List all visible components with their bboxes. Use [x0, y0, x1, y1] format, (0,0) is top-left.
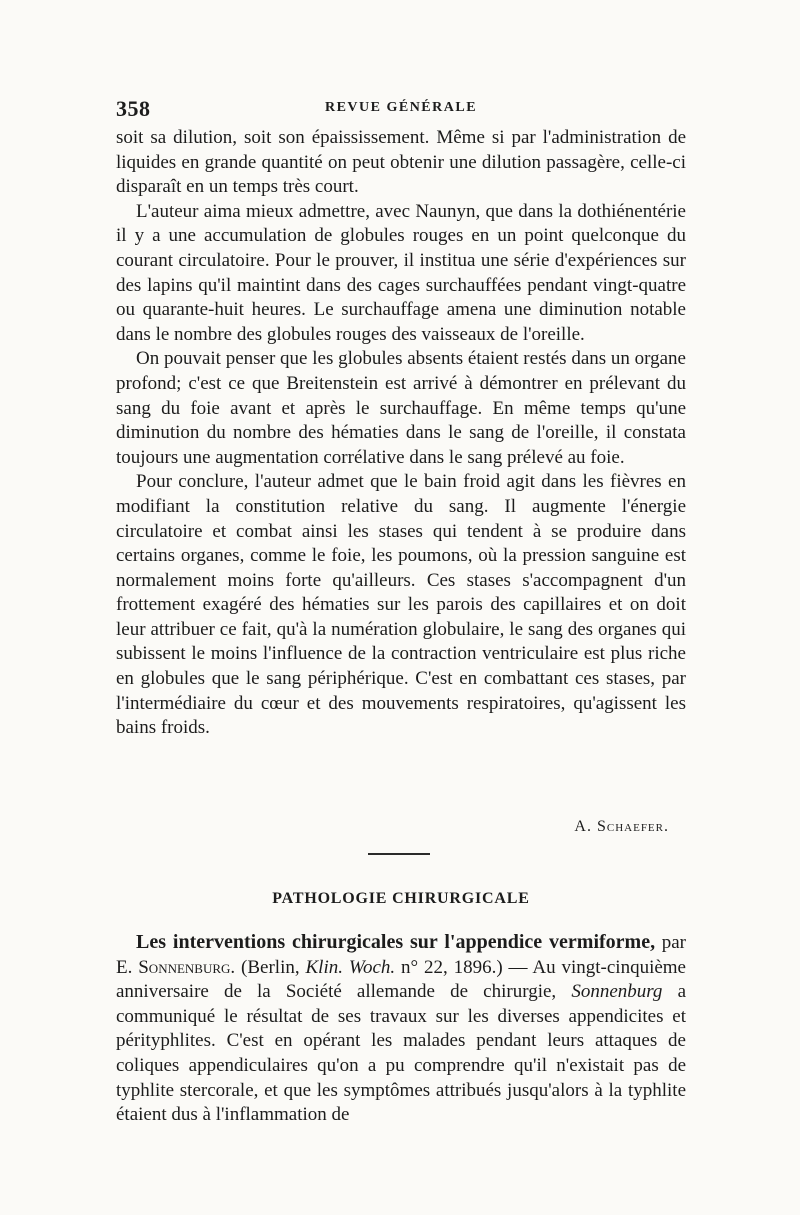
page-number: 358: [116, 96, 151, 121]
paragraph-3: On pouvait penser que les globules absents étaient restés dans un organe profond; c'est ce que Breitenstein est arrivé à démontrer en prélevant du sang du foie avant et après le surchauffage. En même temps qu'une diminution du nombre des hématies dans le sang de l'oreille, il constata toujours une augmentation corrélative dans le sang prélevé au foie.: [116, 348, 686, 468]
article-title: Les interventions chirurgicales sur l'appendice vermiforme,: [136, 931, 656, 953]
running-head: [116, 96, 686, 124]
citation-close: n° 22, 1896.) — Au vingt-cinquième anniversaire de la Société allemande de chirurgie,: [116, 956, 686, 1003]
citation-open: . (Berlin,: [230, 956, 300, 978]
article-paragraph: [116, 930, 686, 1128]
article-text: a communiqué le résultat de ses travaux sur les diverses appendicites et pérityphlites. C'est en opérant les malades pendant leurs attaques de coliques appendiculaires qu'on a pu comprendre qu'il n'existait pas de typhlite stercorale, et que les symptômes attribués jusqu'alors à la typhlite étaient dus à l'inflammation de: [116, 981, 687, 1126]
author-signature: A. Schaefer.: [574, 818, 669, 835]
section-body: [116, 930, 686, 1128]
paragraph-4: Pour conclure, l'auteur admet que le bain froid agit dans les fièvres en modifiant la constitution relative du sang. Il augmente l'énergie circulatoire et combat ainsi les stases qui tendent à se produire dans certains organes, comme le foie, les poumons, où la pression sanguine est normalement moins forte qu'ailleurs. Ces stases s'accompagnent d'un frottement exagéré des hématies sur les parois des capillaires et on doit leur attribuer ce fait, qu'à la numération globulaire, le sang des organes qui subissent le moins l'influence de la contraction ventriculaire est plus riche en globules que le sang périphérique. C'est en combattant ces stases, par l'intermédiaire du cœur et des mouvements respiratoires, qu'agissent les bains froids.: [116, 471, 686, 739]
section-divider: [368, 853, 430, 855]
paragraph-2: L'auteur aima mieux admettre, avec Naunyn, que dans la dothiénentérie il y a une accumulation de globules rouges en un point quelconque du courant circulatoire. Pour le prouver, il institua une série d'expériences sur des lapins qu'il maintint dans des cages surchauffées pendant vingt-quatre ou quarante-huit heures. Le surchauffage amena une diminution notable dans le nombre des globules rouges des vaisseaux de l'oreille.: [116, 200, 686, 345]
byline-prefix: par E.: [116, 932, 687, 978]
paragraph-1: soit sa dilution, soit son épaississement. Même si par l'administration de liquides en grande quantité on peut obtenir une dilution passagère, celle-ci disparaît en un temps très court.: [116, 127, 686, 198]
author-name-italic: Sonnenburg: [571, 981, 663, 1003]
section-heading: PATHOLOGIE CHIRURGICALE: [272, 890, 530, 907]
article-body: [116, 126, 686, 741]
author-name: Sonnenburg: [138, 956, 231, 978]
running-title: REVUE GÉNÉRALE: [324, 100, 478, 115]
journal-name: Klin. Woch.: [305, 956, 396, 978]
